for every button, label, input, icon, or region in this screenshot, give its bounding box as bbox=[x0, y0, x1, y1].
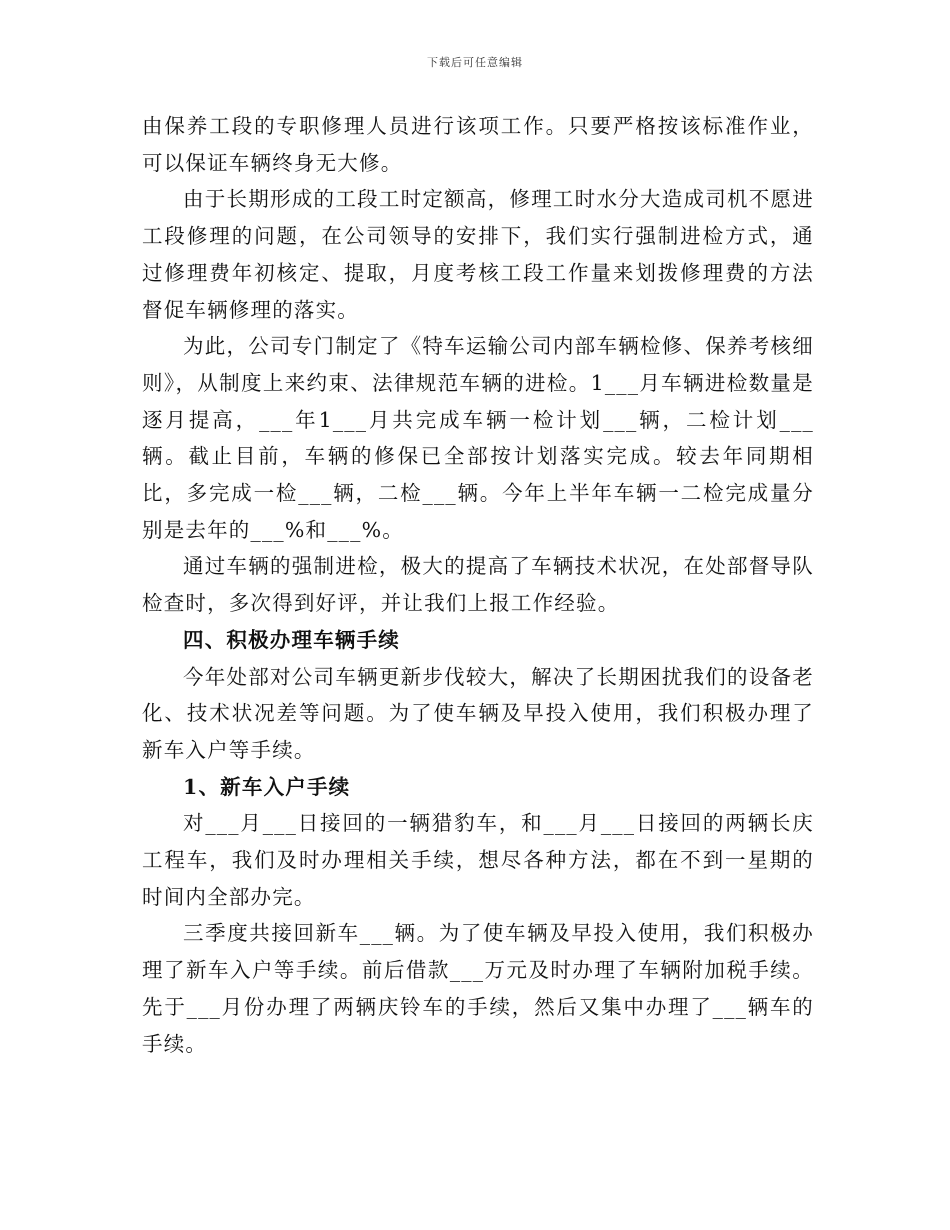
paragraph: 为此，公司专门制定了《特车运输公司内部车辆检修、保养考核细则》，从制度上来约束、法律规范车辆的进检。1___月车辆进检数量是逐月提高，___年1___月共完成车辆一检计划___辆，二检计划___辆。截止目前，车辆的修保已全部按计划落实完成。较去年同期相比，多完成一检___辆，二检___辆。今年上半年车辆一二检完成量分别是去年的___%和___%。 bbox=[142, 334, 814, 542]
download-editable-note: 下载后可任意编辑 bbox=[427, 56, 523, 69]
paragraph: 由于长期形成的工段工时定额高，修理工时水分大造成司机不愿进工段修理的问题，在公司领导的安排下，我们实行强制进检方式，通过修理费年初核定、提取，月度考核工段工作量来划拨修理费的方法督促车辆修理的落实。 bbox=[142, 187, 814, 322]
document-body bbox=[142, 108, 814, 1062]
paragraph: 三季度共接回新车___辆。为了使车辆及早投入使用，我们积极办理了新车入户等手续。前后借款___万元及时办理了车辆附加税手续。先于___月份办理了两辆庆铃车的手续，然后又集中办理了___辆车的手续。 bbox=[142, 921, 814, 1056]
subsection-heading: 1、新车入户手续 bbox=[183, 774, 351, 799]
paragraph: 通过车辆的强制进检，极大的提高了车辆技术状况，在处部督导队检查时，多次得到好评，并让我们上报工作经验。 bbox=[142, 554, 814, 616]
paragraph: 今年处部对公司车辆更新步伐较大，解决了长期困扰我们的设备老化、技术状况差等问题。为了使车辆及早投入使用，我们积极办理了新车入户等手续。 bbox=[142, 664, 814, 762]
paragraph: 由保养工段的专职修理人员进行该项工作。只要严格按该标准作业，可以保证车辆终身无大修。 bbox=[142, 114, 814, 175]
paragraph: 对___月___日接回的一辆猎豹车，和___月___日接回的两辆长庆工程车，我们及时办理相关手续，想尽各种方法，都在不到一星期的时间内全部办完。 bbox=[142, 811, 814, 909]
section-heading: 四、积极办理车辆手续 bbox=[183, 627, 400, 652]
